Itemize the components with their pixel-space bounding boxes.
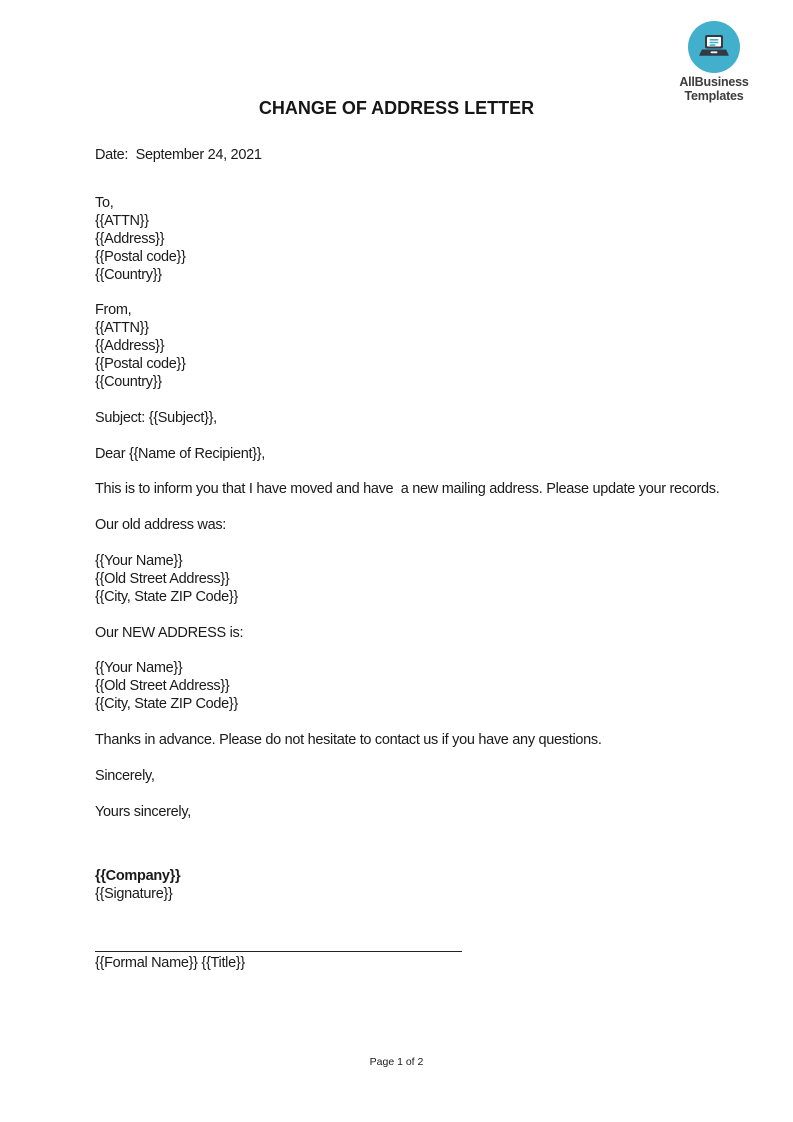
thanks-paragraph: Thanks in advance. Please do not hesitate to contact us if you have any questions. — [95, 732, 602, 748]
from-label: From, — [95, 302, 132, 318]
from-address-placeholder: {{Address}} — [95, 338, 165, 354]
salutation-line: Dear {{Name of Recipient}}, — [95, 446, 266, 462]
new-city-state-zip-placeholder: {{City, State ZIP Code}} — [95, 696, 238, 712]
to-address-placeholder: {{Address}} — [95, 231, 165, 247]
new-address-label: Our NEW ADDRESS is: — [95, 625, 244, 641]
new-address-block — [95, 659, 755, 713]
page-number-footer: Page 1 of 2 — [369, 1056, 424, 1068]
logo-text-line2: Templates — [684, 89, 744, 103]
to-attn-placeholder: {{ATTN}} — [95, 213, 149, 229]
sender-address-block — [95, 301, 755, 391]
closing-sincerely: Sincerely, — [95, 768, 155, 784]
new-name-placeholder: {{Your Name}} — [95, 660, 183, 676]
signature-block — [95, 867, 755, 903]
signature-placeholder: {{Signature}} — [95, 886, 173, 902]
intro-paragraph: This is to inform you that I have moved and have a new mailing address. Please update your records. — [95, 481, 720, 497]
letter-body — [95, 0, 755, 972]
old-address-label: Our old address was: — [95, 517, 227, 533]
old-address-block — [95, 552, 755, 606]
closing-yours-sincerely: Yours sincerely, — [95, 804, 191, 820]
signature-rule — [95, 951, 462, 952]
to-postal-code-placeholder: {{Postal code}} — [95, 249, 186, 265]
from-country-placeholder: {{Country}} — [95, 374, 162, 390]
formal-name-title-line: {{Formal Name}} {{Title}} — [95, 955, 245, 971]
logo-text-line1: AllBusiness — [679, 75, 749, 89]
new-street-placeholder: {{Old Street Address}} — [95, 678, 230, 694]
letter-title: CHANGE OF ADDRESS LETTER — [258, 98, 535, 118]
old-name-placeholder: {{Your Name}} — [95, 553, 183, 569]
company-placeholder: {{Company}} — [95, 868, 181, 884]
old-city-state-zip-placeholder: {{City, State ZIP Code}} — [95, 589, 238, 605]
date-line: Date: September 24, 2021 — [95, 147, 262, 163]
from-postal-code-placeholder: {{Postal code}} — [95, 356, 186, 372]
from-attn-placeholder: {{ATTN}} — [95, 320, 149, 336]
subject-line: Subject: {{Subject}}, — [95, 410, 217, 426]
recipient-address-block — [95, 194, 755, 284]
to-label: To, — [95, 195, 114, 211]
to-country-placeholder: {{Country}} — [95, 267, 162, 283]
old-street-placeholder: {{Old Street Address}} — [95, 571, 230, 587]
